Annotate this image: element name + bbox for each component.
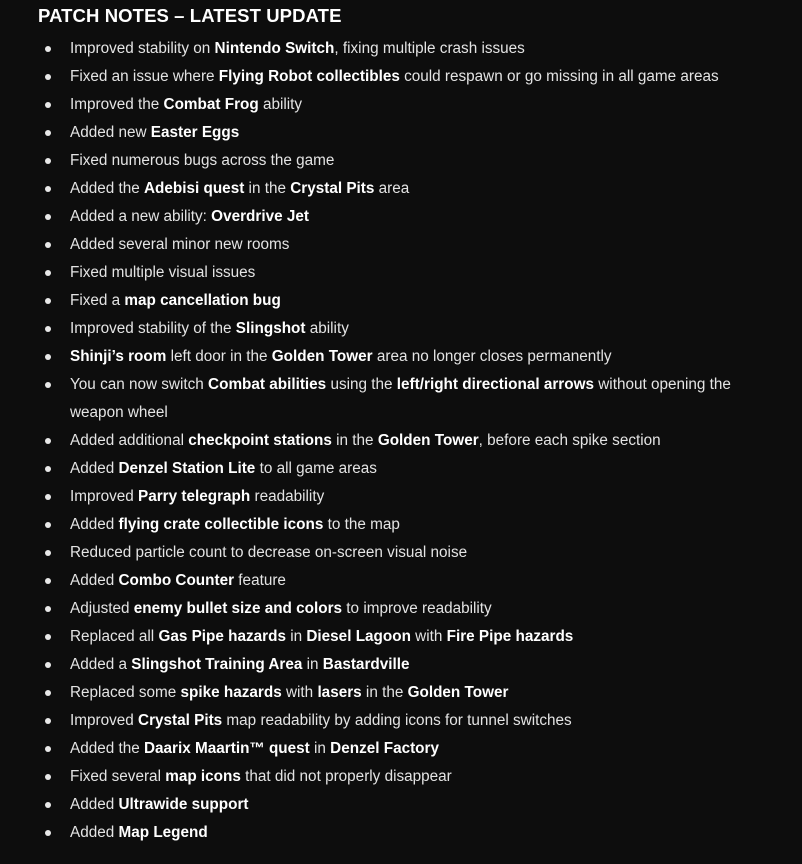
highlight-text: Slingshot Training Area (131, 656, 303, 673)
bullet-icon (45, 550, 51, 556)
note-text: Added (70, 572, 119, 589)
highlight-text: left/right directional arrows (396, 376, 594, 393)
bullet-icon (45, 326, 51, 332)
list-item (38, 567, 786, 595)
highlight-text: Crystal Pits (138, 712, 223, 729)
highlight-text: Shinji’s room (70, 348, 167, 365)
note-text: Fixed several (70, 768, 166, 785)
note-text: Added a (70, 656, 132, 673)
list-item (38, 595, 786, 623)
note-text: in (309, 740, 331, 757)
list-item (38, 119, 786, 147)
bullet-icon (45, 186, 51, 192)
list-item (38, 427, 786, 455)
note-text: Added new (70, 124, 151, 141)
bullet-icon (45, 354, 51, 360)
note-text: area no longer closes permanently (372, 348, 612, 365)
bullet-icon (45, 718, 51, 724)
bullet-icon (45, 830, 51, 836)
bullet-icon (45, 298, 51, 304)
note-text: Added several minor new rooms (70, 236, 290, 253)
list-item (38, 371, 786, 427)
note-text: Added a new ability: (70, 208, 212, 225)
list-item (38, 35, 786, 63)
highlight-text: Overdrive Jet (211, 208, 309, 225)
list-item (38, 203, 786, 231)
note-text: Added (70, 516, 119, 533)
list-item (38, 623, 786, 651)
list-item (38, 63, 786, 91)
note-text: Added additional (70, 432, 189, 449)
highlight-text: Ultrawide support (118, 796, 249, 813)
highlight-text: flying crate collectible icons (118, 516, 324, 533)
note-text: Reduced particle count to decrease on-screen visual noise (70, 544, 468, 561)
list-item (38, 539, 786, 567)
note-text: , before each spike section (478, 432, 661, 449)
list-item (38, 455, 786, 483)
bullet-icon (45, 214, 51, 220)
highlight-text: Combat Frog (163, 96, 259, 113)
note-text: in the (331, 432, 378, 449)
highlight-text: Daarix Maartin™ quest (144, 740, 310, 757)
note-text: left door in the (166, 348, 272, 365)
highlight-text: Crystal Pits (290, 180, 375, 197)
list-item (38, 819, 786, 847)
note-text: in the (244, 180, 291, 197)
list-item (38, 707, 786, 735)
note-text: in (302, 656, 323, 673)
highlight-text: checkpoint stations (188, 432, 332, 449)
note-text: Added the (70, 740, 144, 757)
highlight-text: spike hazards (180, 684, 282, 701)
highlight-text: Denzel Station Lite (118, 460, 256, 477)
highlight-text: Gas Pipe hazards (158, 628, 286, 645)
highlight-text: enemy bullet size and colors (133, 600, 343, 617)
note-text: with (281, 684, 318, 701)
bullet-icon (45, 130, 51, 136)
note-text: ability (258, 96, 303, 113)
note-text: in the (361, 684, 408, 701)
patch-notes-list (38, 35, 786, 847)
highlight-text: Combat abilities (208, 376, 327, 393)
highlight-text: Nintendo Switch (214, 40, 335, 57)
highlight-text: Slingshot (235, 320, 306, 337)
highlight-text: map cancellation bug (124, 292, 281, 309)
note-text: to improve readability (342, 600, 492, 617)
highlight-text: Golden Tower (407, 684, 509, 701)
note-text: , fixing multiple crash issues (334, 40, 525, 57)
highlight-text: Fire Pipe hazards (446, 628, 574, 645)
note-text: Added the (70, 180, 144, 197)
bullet-icon (45, 466, 51, 472)
list-item (38, 343, 786, 371)
bullet-icon (45, 690, 51, 696)
bullet-icon (45, 158, 51, 164)
list-item (38, 175, 786, 203)
highlight-text: Map Legend (118, 824, 208, 841)
note-text: Improved stability of the (70, 320, 236, 337)
highlight-text: Golden Tower (377, 432, 479, 449)
bullet-icon (45, 606, 51, 612)
note-text: in (285, 628, 307, 645)
bullet-icon (45, 522, 51, 528)
note-text: map readability by adding icons for tunnel switches (222, 712, 572, 729)
note-text: Replaced some (70, 684, 181, 701)
list-item (38, 763, 786, 791)
note-text: Adjusted (70, 600, 134, 617)
list-item (38, 91, 786, 119)
note-text: Added (70, 824, 119, 841)
page-title: PATCH NOTES – LATEST UPDATE (38, 5, 342, 26)
bullet-icon (45, 102, 51, 108)
highlight-text: lasers (317, 684, 362, 701)
note-text: without opening the weapon wheel (70, 376, 731, 421)
bullet-icon (45, 74, 51, 80)
bullet-icon (45, 802, 51, 808)
list-item (38, 259, 786, 287)
note-text: area (374, 180, 410, 197)
bullet-icon (45, 494, 51, 500)
note-text: ability (305, 320, 349, 337)
note-text: could respawn or go missing in all game areas (399, 68, 719, 85)
note-text: Improved (70, 712, 139, 729)
list-item (38, 147, 786, 175)
note-text: to the map (323, 516, 400, 533)
list-item (38, 231, 786, 259)
note-text: feature (234, 572, 286, 589)
list-item (38, 511, 786, 539)
highlight-text: Combo Counter (118, 572, 235, 589)
bullet-icon (45, 270, 51, 276)
list-item (38, 791, 786, 819)
note-text: Fixed numerous bugs across the game (70, 152, 335, 169)
note-text: Fixed a (70, 292, 125, 309)
highlight-text: Denzel Factory (330, 740, 439, 757)
note-text: Added (70, 460, 119, 477)
bullet-icon (45, 46, 51, 52)
bullet-icon (45, 662, 51, 668)
note-text: to all game areas (255, 460, 377, 477)
highlight-text: Diesel Lagoon (306, 628, 411, 645)
list-item (38, 483, 786, 511)
highlight-text: Parry telegraph (138, 488, 251, 505)
note-text: Added (70, 796, 119, 813)
list-item (38, 287, 786, 315)
list-item (38, 315, 786, 343)
list-item (38, 735, 786, 763)
highlight-text: Adebisi quest (144, 180, 245, 197)
highlight-text: Bastardville (322, 656, 410, 673)
note-text: Replaced all (70, 628, 159, 645)
bullet-icon (45, 578, 51, 584)
note-text: Improved the (70, 96, 164, 113)
note-text: readability (250, 488, 325, 505)
highlight-text: Easter Eggs (150, 124, 240, 141)
bullet-icon (45, 634, 51, 640)
note-text: Improved (70, 488, 139, 505)
bullet-icon (45, 242, 51, 248)
highlight-text: map icons (165, 768, 241, 785)
note-text: Fixed multiple visual issues (70, 264, 256, 281)
bullet-icon (45, 774, 51, 780)
note-text: with (410, 628, 447, 645)
list-item (38, 679, 786, 707)
note-text: You can now switch (70, 376, 209, 393)
highlight-text: Flying Robot collectibles (218, 68, 400, 85)
note-text: Improved stability on (70, 40, 215, 57)
note-text: Fixed an issue where (70, 68, 219, 85)
list-item (38, 651, 786, 679)
highlight-text: Golden Tower (271, 348, 373, 365)
bullet-icon (45, 746, 51, 752)
note-text: that did not properly disappear (240, 768, 452, 785)
bullet-icon (45, 438, 51, 444)
note-text: using the (326, 376, 397, 393)
bullet-icon (45, 382, 51, 388)
